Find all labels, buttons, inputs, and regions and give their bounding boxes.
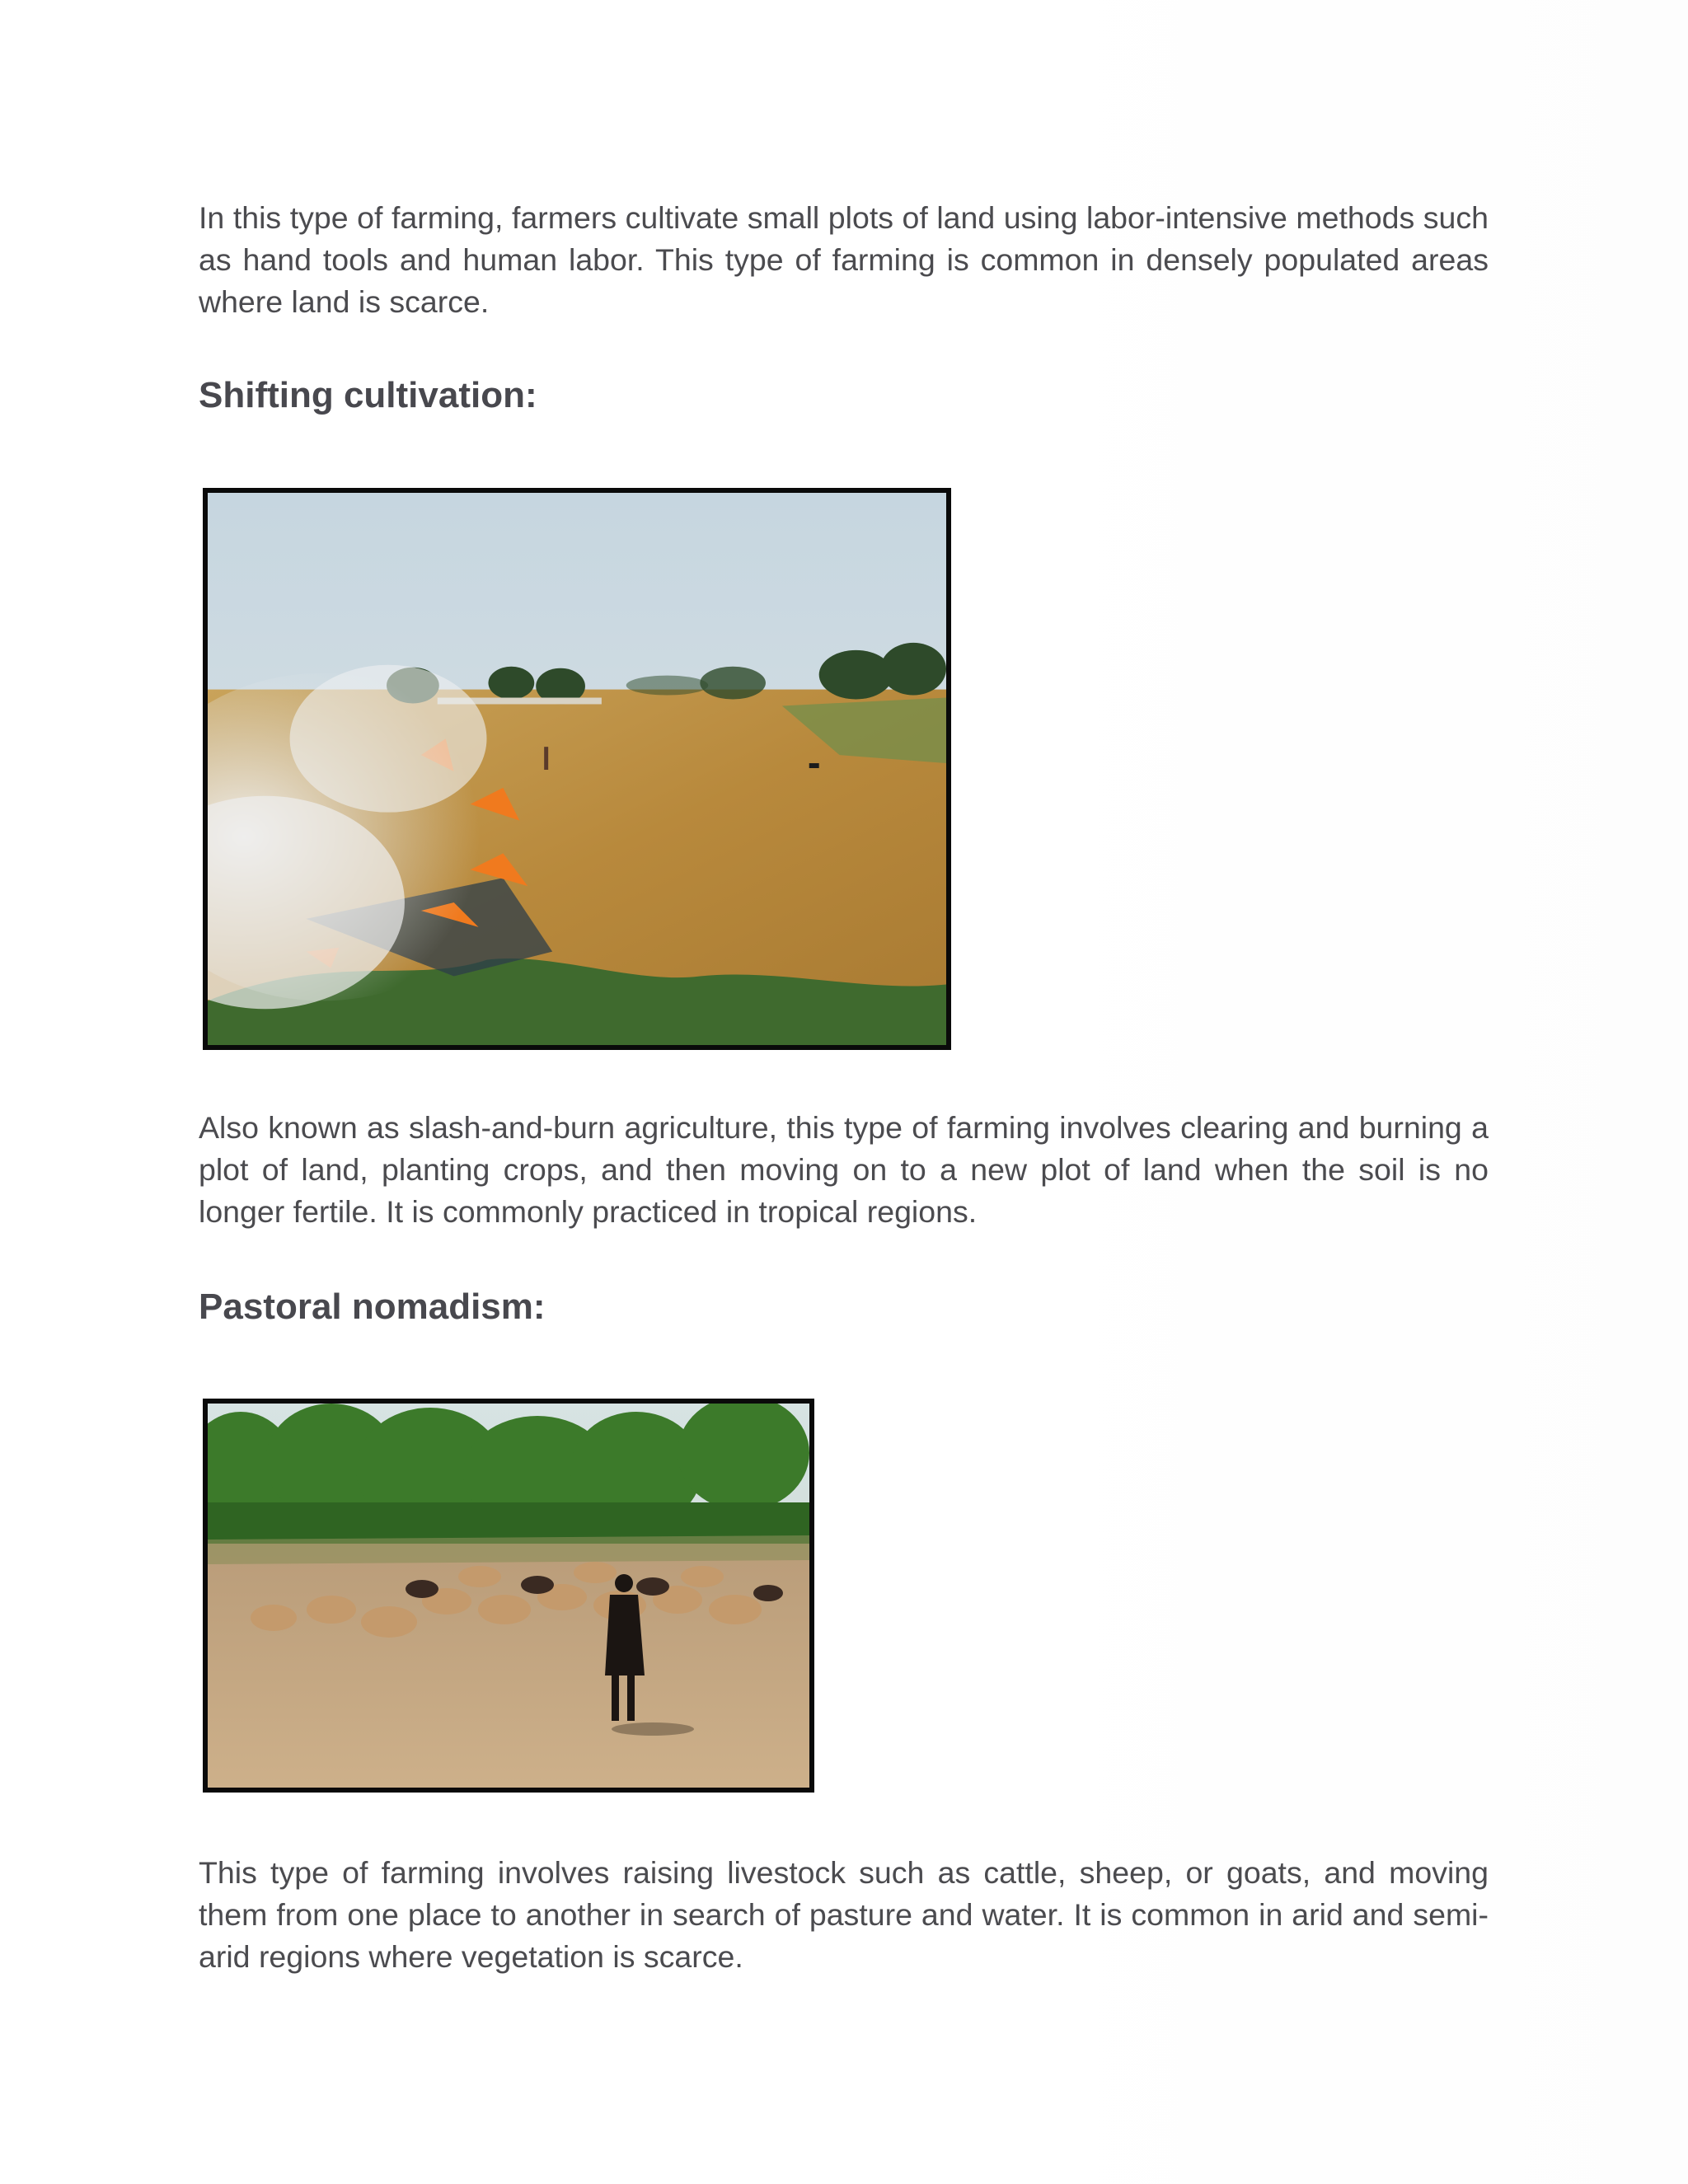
paragraph-intensive-farming: In this type of farming, farmers cultivate small plots of land using labor-intensive methods such as hand tools and human labor. This type of farming is common in densely populated areas where land is scarce.	[199, 200, 1489, 319]
paragraph-pastoral-nomadism: This type of farming involves raising livestock such as cattle, sheep, or goats, and moving them from one place to another in search of pasture and water. It is common in arid and semi-arid regions where vegetation is scarce.	[199, 1855, 1489, 1974]
herder-with-goats-photo	[203, 1399, 814, 1793]
heading-pastoral-nomadism: Pastoral nomadism:	[199, 1286, 546, 1327]
paragraph-shifting-cultivation: Also known as slash-and-burn agriculture, this type of farming involves clearing and burning a plot of land, planting crops, and then moving on to a new plot of land when the soil is no longer fertile. It is commonly practiced in tropical regions.	[199, 1110, 1489, 1229]
heading-shifting-cultivation: Shifting cultivation:	[199, 375, 537, 415]
burning-crop-field-photo	[203, 488, 951, 1050]
